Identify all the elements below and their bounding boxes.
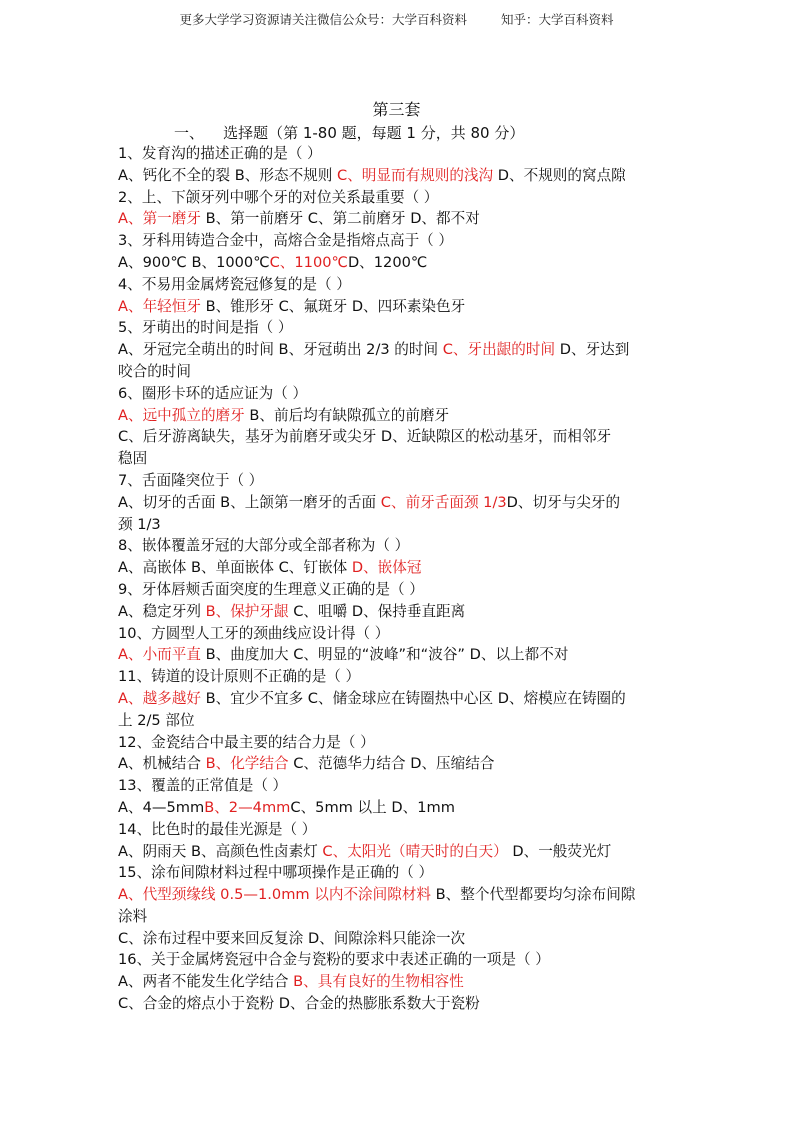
text-line: [118, 666, 678, 688]
line-text: 7、舌面隆突位于（ ）: [118, 471, 264, 489]
text-line: [118, 862, 678, 884]
text-line: [118, 383, 678, 405]
text-line: [118, 623, 678, 645]
line-text: 稳固: [118, 450, 148, 468]
line-text: 13、覆盖的正常值是（ ）: [118, 777, 288, 795]
line-text: A、两者不能发生化学结合: [118, 973, 294, 991]
line-text: B、锥形牙 C、氟斑牙 D、四环素染色牙: [200, 297, 466, 315]
correct-answer: B、保护牙龈: [205, 602, 289, 620]
text-line: [118, 165, 678, 187]
line-text: 14、比色时的最佳光源是（ ）: [118, 820, 317, 838]
line-text: C、合金的熔点小于瓷粉 D、合金的热膨胀系数大于瓷粉: [118, 995, 480, 1013]
line-text: A、稳定牙列: [118, 602, 206, 620]
text-line: [118, 470, 678, 492]
text-line: [118, 252, 678, 274]
text-line: [118, 775, 678, 797]
section-heading: 一、 选择题（第 1-80 题，每题 1 分，共 80 分）: [174, 124, 525, 142]
text-line: [118, 274, 678, 296]
text-line: [118, 688, 678, 710]
correct-answer: D、嵌体冠: [351, 559, 422, 577]
header-wechat-note: 更多大学学习资源请关注微信公众号：大学百科资料: [179, 12, 467, 27]
line-text: 上 2/5 部位: [118, 711, 195, 729]
text-line: [118, 971, 678, 993]
text-line: [118, 710, 678, 732]
line-text: 1、发育沟的描述正确的是（ ）: [118, 145, 322, 162]
line-text: C、咀嚼 D、保持垂直距离: [288, 602, 466, 620]
text-line: [118, 819, 678, 841]
correct-answer: B、化学结合: [205, 755, 289, 773]
line-text: A、牙冠完全萌出的时间 B、牙冠萌出 2/3 的时间: [118, 341, 443, 359]
line-text: 6、圈形卡环的适应证为（ ）: [118, 384, 308, 402]
text-line: [118, 187, 678, 209]
text-line: [118, 928, 678, 950]
correct-answer: A、第一磨牙: [118, 210, 201, 228]
text-line: [118, 841, 678, 863]
line-text: C、5mm 以上 D、1mm: [290, 798, 455, 816]
text-line: [118, 317, 678, 339]
text-line: [118, 492, 678, 514]
line-text: 10、方圆型人工牙的颈曲线应设计得（ ）: [118, 624, 390, 642]
text-line: [118, 514, 678, 536]
line-text: C、后牙游离缺失，基牙为前磨牙或尖牙 D、近缺隙区的松动基牙，而相邻牙: [118, 428, 612, 446]
line-text: A、900℃ B、1000℃: [118, 253, 270, 271]
page-header: [0, 10, 793, 28]
line-text: A、阴雨天 B、高颜色性卤素灯: [118, 842, 323, 860]
line-text: B、宜少不宜多 C、储金球应在铸圈热中心区 D、熔模应在铸圈的: [200, 689, 626, 707]
text-line: [118, 884, 678, 906]
line-text: B、曲度加大 C、明显的“波峰”和“波谷” D、以上都不对: [200, 646, 569, 664]
line-text: 12、金瓷结合中最主要的结合力是（ ）: [118, 733, 375, 751]
text-line: [118, 426, 678, 448]
correct-answer: A、代型颈缘线 0.5—1.0mm 以内不涂间隙材料: [118, 886, 432, 904]
correct-answer: B、具有良好的生物相容性: [293, 973, 464, 991]
line-text: 15、涂布间隙材料过程中哪项操作是正确的（ ）: [118, 864, 434, 882]
text-line: [118, 579, 678, 601]
line-text: D、牙达到: [555, 341, 630, 359]
line-text: B、前后均有缺隙孤立的前磨牙: [244, 406, 450, 424]
text-line: [118, 405, 678, 427]
line-text: 2、上、下颌牙列中哪个牙的对位关系最重要（ ）: [118, 188, 439, 206]
line-text: D、1200℃: [347, 253, 428, 271]
text-line: [118, 339, 678, 361]
line-text: 9、牙体唇颊舌面突度的生理意义正确的是（ ）: [118, 580, 424, 598]
text-line: [118, 753, 678, 775]
line-text: 8、嵌体覆盖牙冠的大部分或全部者称为（ ）: [118, 537, 410, 555]
correct-answer: C、牙出龈的时间: [442, 341, 556, 359]
text-line: [118, 601, 678, 623]
line-text: 涂料: [118, 907, 148, 925]
line-text: A、钙化不全的裂 B、形态不规则: [118, 166, 337, 184]
line-text: A、机械结合: [118, 755, 206, 773]
line-text: A、高嵌体 B、单面嵌体 C、钉嵌体: [118, 559, 352, 577]
line-text: B、整个代型都要均匀涂布间隙: [431, 886, 636, 904]
line-text: 11、铸道的设计原则不正确的是（ ）: [118, 668, 361, 686]
line-text: 咬合的时间: [118, 362, 191, 380]
line-text: D、一般荧光灯: [507, 842, 612, 860]
text-line: [118, 993, 678, 1015]
correct-answer: B、2—4mm: [204, 798, 291, 816]
text-line: [118, 230, 678, 252]
line-text: 5、牙萌出的时间是指（ ）: [118, 319, 293, 337]
text-line: [118, 143, 678, 165]
correct-answer: C、前牙舌面颈 1/3: [380, 493, 507, 511]
text-line: [118, 906, 678, 928]
text-line: [118, 732, 678, 754]
text-line: [118, 797, 678, 819]
text-line: [118, 644, 678, 666]
text-line: [118, 535, 678, 557]
line-text: 颈 1/3: [118, 515, 161, 533]
correct-answer: C、明显而有规则的浅沟: [337, 166, 494, 184]
correct-answer: C、太阳光（晴天时的白天）: [322, 842, 508, 860]
line-text: B、第一前磨牙 C、第二前磨牙 D、都不对: [200, 210, 480, 228]
correct-answer: A、年轻恒牙: [118, 297, 201, 315]
line-text: A、切牙的舌面 B、上颌第一磨牙的舌面: [118, 493, 381, 511]
question-list: [118, 143, 678, 1015]
correct-answer: A、小而平直: [118, 646, 201, 664]
line-text: 16、关于金属烤瓷冠中合金与瓷粉的要求中表述正确的一项是（ ）: [118, 951, 550, 969]
line-text: D、切牙与尖牙的: [506, 493, 621, 511]
text-line: [118, 208, 678, 230]
correct-answer: C、1100℃: [269, 253, 348, 271]
line-text: C、范德华力结合 D、压缩结合: [288, 755, 495, 773]
line-text: 4、不易用金属烤瓷冠修复的是（ ）: [118, 275, 351, 293]
correct-answer: A、远中孤立的磨牙: [118, 406, 245, 424]
line-text: D、不规则的窝点隙: [493, 166, 626, 184]
text-line: [118, 296, 678, 318]
correct-answer: A、越多越好: [118, 689, 201, 707]
text-line: [118, 949, 678, 971]
line-text: C、涂布过程中要来回反复涂 D、间隙涂料只能涂一次: [118, 929, 466, 947]
text-line: [118, 557, 678, 579]
line-text: 3、牙科用铸造合金中，高熔合金是指熔点高于（ ）: [118, 232, 453, 250]
line-text: A、4—5mm: [118, 798, 205, 816]
text-line: [118, 361, 678, 383]
document-title: 第三套: [372, 100, 421, 119]
text-line: [118, 448, 678, 470]
header-zhihu-note: 知乎：大学百科资料: [501, 12, 614, 27]
